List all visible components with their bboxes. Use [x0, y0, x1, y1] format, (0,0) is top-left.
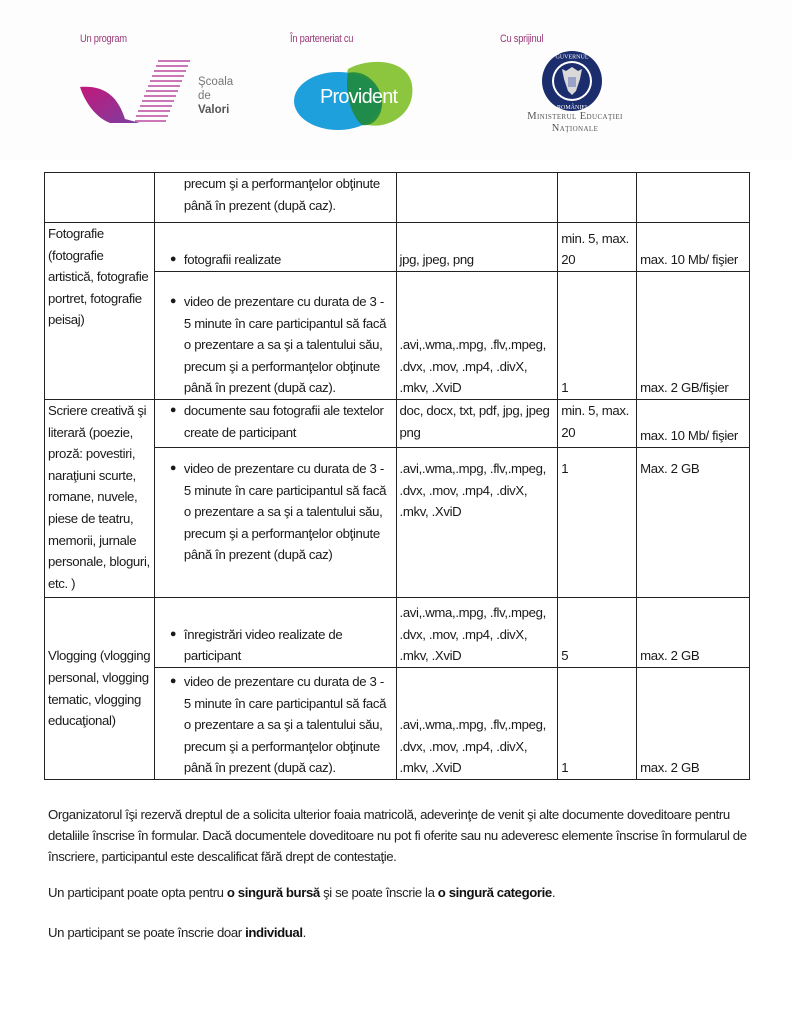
bold-single-scholarship: o singură bursă [226, 885, 320, 900]
logo-caption-program: Un program [80, 33, 127, 45]
bullet-item [158, 249, 393, 271]
bullet-item [158, 400, 393, 443]
bullet-icon: ● [169, 627, 177, 640]
count-cell: 5 [558, 598, 637, 668]
table-row-continuation [45, 173, 750, 223]
ministry-education-logo [500, 33, 623, 134]
formats-cell: jpg, jpeg, png [396, 223, 558, 272]
table-row-fotografie [45, 223, 750, 272]
formats-cell: .avi,.wma,.mpg, .flv,.mpeg, .dvx, .mov, .mp4, .divX, .mkv, .XviD [396, 598, 558, 668]
formats-cell [396, 173, 558, 223]
ministry-name-line2: Naţionale [551, 123, 599, 134]
bullet-icon: ● [169, 462, 177, 474]
description-cell [154, 173, 396, 223]
size-cell [637, 173, 750, 223]
bullet-item [158, 291, 393, 399]
description-cell [154, 400, 396, 448]
description-text: video de prezentare cu durata de 3 - 5 minute în care participantul să facă o prezentare a sa şi a talentului său, precum şi a performanţelor obţinute până în prezent (după caz) [183, 461, 387, 563]
text-segment: Un participant se poate înscrie doar [48, 925, 246, 940]
category-cell: Vlogging (vlogging personal, vlogging tematic, vlogging educaţional) [45, 598, 155, 780]
description-cell [154, 223, 396, 272]
size-cell: max. 2 GB [637, 598, 750, 668]
category-cell [45, 173, 155, 223]
seal-text-bottom: ROMÂNIEI [557, 105, 587, 111]
size-cell: max. 10 Mb/ fişier [637, 223, 750, 272]
count-cell: 1 [558, 448, 637, 598]
description-cell [154, 448, 396, 598]
text-segment: . [302, 925, 306, 940]
ministry-name [500, 111, 650, 135]
count-cell: min. 5, max. 20 [558, 223, 637, 272]
bullet-item [158, 671, 393, 779]
bullet-icon: ● [169, 295, 177, 308]
formats-cell: .avi,.wma,.mpg, .flv,.mpeg, .dvx, .mov, .mp4, .divX, .mkv, .XviD [396, 448, 558, 598]
provident-wordmark: Provident [320, 86, 398, 108]
description-text: video de prezentare cu durata de 3 - 5 minute în care participantul să facă o prezentare a sa şi a talentului său, precum şi a performanţelor obţinute până în prezent (după caz). [183, 294, 387, 396]
bullet-icon: ● [169, 675, 177, 688]
category-cell: Fotografie (fotografie artistică, fotografie portret, fotografie peisaj) [45, 223, 155, 400]
description-text: documente sau fotografii ale textelor create de participant [183, 403, 384, 440]
bullet-icon: ● [169, 404, 177, 416]
organizer-rights-paragraph: Organizatorul îşi rezervă dreptul de a solicita ulterior foaia matricolă, adeverinţe de venit şi alte documente doveditoare pentru detaliile înscrise în formular. Dacă documentele doveditoare nu pot fi oferite sau nu adeveresc elemente înscrise în formularul de înscriere, participantul este descalificat fără drept de contestaţie. [48, 807, 747, 864]
formats-cell: doc, docx, txt, pdf, jpg, jpeg png [396, 400, 558, 448]
logo-caption-support: Cu sprijinul [500, 33, 544, 45]
text-segment: Un participant poate opta pentru [48, 885, 227, 900]
ministry-name-line1: Ministerul Educaţiei [527, 111, 623, 122]
provident-logo [290, 33, 398, 108]
table-row-vlogging [45, 598, 750, 668]
table-row-scriere [45, 400, 750, 448]
bullet-icon: ● [169, 253, 177, 266]
scoala-name-line2 [198, 89, 233, 117]
size-cell: max. 2 GB [637, 668, 750, 780]
formats-cell: .avi,.wma,.mpg, .flv,.mpeg, .dvx, .mov, .mp4, .divX, .mkv, .XviD [396, 668, 558, 780]
bold-single-category: o singură categorie [437, 885, 552, 900]
scoala-name-prefix: de [198, 90, 211, 102]
submission-requirements-table [44, 172, 750, 780]
count-cell: min. 5, max. 20 [558, 400, 637, 448]
size-cell: max. 10 Mb/ fişier [637, 400, 750, 448]
description-text: înregistrări video realizate de participant [183, 626, 343, 664]
single-scholarship-paragraph [48, 882, 758, 903]
size-cell: max. 2 GB/fişier [637, 272, 750, 400]
text-segment: . [551, 885, 556, 900]
formats-cell: .avi,.wma,.mpg, .flv,.mpeg, .dvx, .mov, .mp4, .divX, .mkv, .XviD [396, 272, 558, 400]
seal-text-top: GUVERNUL [555, 54, 589, 61]
individual-only-paragraph [48, 922, 758, 943]
text-segment: şi se poate înscrie la [319, 885, 438, 900]
bullet-item [158, 458, 393, 566]
count-cell [558, 173, 637, 223]
description-cell [154, 272, 396, 400]
description-cell [154, 598, 396, 668]
government-seal-icon [540, 49, 604, 113]
logo-caption-partner: În parteneriat cu [290, 33, 354, 45]
scoala-name-line1: Şcoala [198, 76, 234, 88]
description-text: video de prezentare cu durata de 3 - 5 minute în care participantul să facă o prezentare a sa şi a talentului său, precum şi a performanţelor obţinute până în prezent (după caz). [183, 674, 387, 776]
scoala-logo-text [198, 75, 233, 117]
description-text: fotografii realizate [183, 252, 281, 268]
bullet-item [158, 624, 393, 667]
scoala-name-bold: Valori [198, 104, 230, 116]
count-cell: 1 [558, 272, 637, 400]
size-cell: Max. 2 GB [637, 448, 750, 598]
category-cell: Scriere creativă şi literară (poezie, proză: povestiri, naraţiuni scurte, romane, nuvele, piese de teatru, memorii, jurnale personale, bloguri, etc. ) [45, 400, 155, 598]
scoala-de-valori-logo [80, 33, 234, 116]
bold-individual: individual [245, 925, 303, 940]
count-cell: 1 [558, 668, 637, 780]
partner-logos-header [0, 0, 792, 160]
description-text: precum şi a performanţelor obţinute până în prezent (după caz). [183, 176, 380, 213]
description-cell [154, 668, 396, 780]
